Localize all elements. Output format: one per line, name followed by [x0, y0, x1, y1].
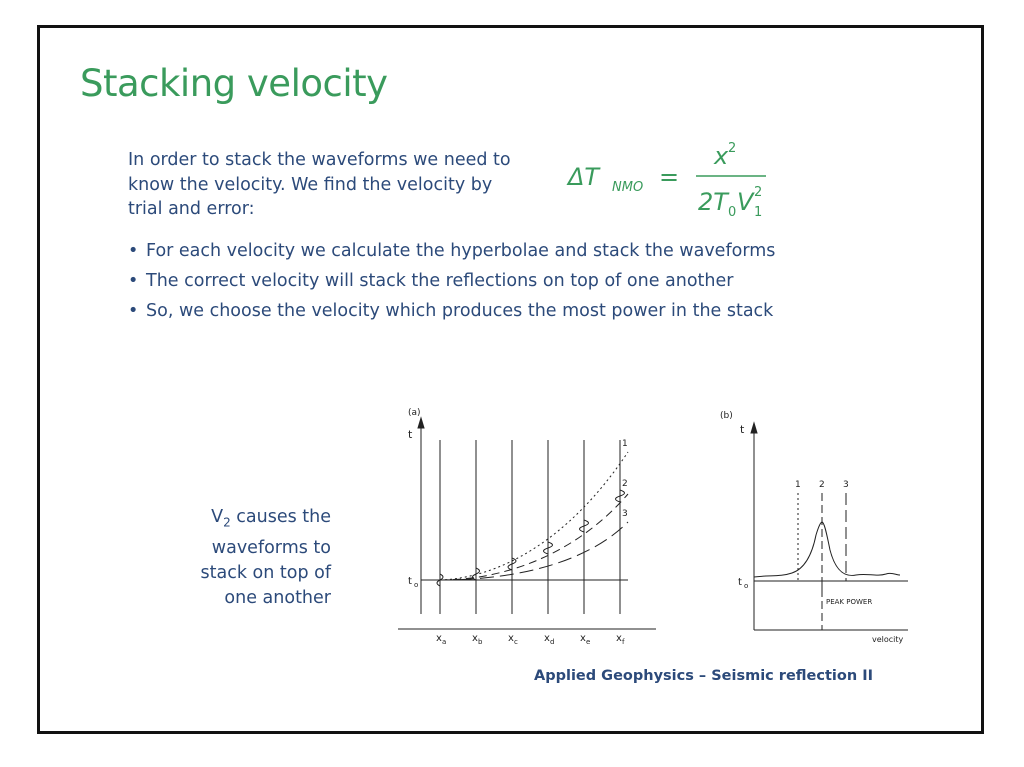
trace-label-c-sub: c [514, 638, 518, 646]
fig-b-t0-sub: o [744, 582, 749, 590]
bullet-item [128, 296, 775, 326]
slide-title: Stacking velocity [80, 62, 388, 105]
fig-b-panel-label: (b) [720, 411, 733, 421]
nmo-formula [568, 130, 768, 220]
formula-den-b-sup: 2 [754, 185, 763, 200]
caption-v-sub: 2 [223, 515, 231, 530]
trace-label-c: x [508, 633, 514, 644]
fig-a-t-label: t [408, 428, 413, 441]
peak-power-label: PEAK POWER [826, 598, 873, 606]
bullet-text: The correct velocity will stack the reflections on top of one another [146, 271, 734, 291]
velocity-label-1: 1 [795, 480, 801, 490]
bullet-glyph: • [128, 301, 139, 321]
fig-b-t0-label: t [738, 577, 742, 588]
trace-label-b: x [472, 633, 478, 644]
trace-label-f-sub: f [622, 638, 625, 646]
bullet-item [128, 236, 775, 266]
formula-den-a: 2T [698, 188, 728, 216]
curve-label-3: 3 [622, 509, 628, 519]
trace-label-a-sub: a [442, 638, 447, 646]
trace-label-a: x [436, 633, 442, 644]
formula-den-b-sub: 1 [754, 205, 763, 220]
hyperbola-1 [440, 452, 628, 580]
caption-line-1 [170, 505, 331, 536]
trace-label-b-sub: b [478, 638, 483, 646]
bullet-glyph: • [128, 241, 139, 261]
hyperbola-2 [440, 494, 628, 580]
formula-equals: = [659, 163, 680, 191]
caption-v: V [211, 507, 224, 527]
caption-line-2: waveforms to [211, 537, 331, 558]
fig-b-t-arrow [751, 423, 757, 433]
caption-line-3: stack on top of [200, 562, 331, 583]
intro-text: In order to stack the waveforms we need to know the velocity. We find the velocity by trial and error: [128, 150, 511, 219]
bullet-list [128, 236, 775, 326]
fig-a-t0-sub: o [414, 581, 419, 589]
fig-b-t-label: t [740, 423, 745, 436]
trace-label-d: x [544, 633, 550, 644]
fig-a-t-arrow [418, 418, 424, 428]
caption-line-1-text: causes the [230, 507, 331, 527]
trace-label-d-sub: d [550, 638, 555, 646]
figure-b-power-velocity [680, 385, 910, 644]
bullet-glyph: • [128, 271, 139, 291]
trace-label-e: x [580, 633, 586, 644]
curve-label-2: 2 [622, 479, 628, 489]
bullet-item [128, 266, 775, 296]
slide-frame [37, 25, 984, 734]
hyperbola-3 [440, 522, 628, 580]
trace-label-f: x [616, 633, 622, 644]
fig-b-velocity-label: velocity [872, 635, 904, 644]
power-curve [754, 522, 900, 577]
figure-caption [170, 505, 331, 611]
fig-a-t0-label: t [408, 576, 412, 587]
velocity-label-3: 3 [843, 480, 849, 490]
bullet-text: So, we choose the velocity which produces the most power in the stack [146, 301, 774, 321]
formula-lhs-sub: NMO [612, 180, 644, 195]
formula-num-sup: 2 [728, 141, 737, 156]
caption-line-4: one another [224, 587, 331, 608]
figure-a-hyperbolae [358, 382, 628, 646]
formula-num-base: x [714, 142, 729, 170]
bullet-text: For each velocity we calculate the hyperbolae and stack the waveforms [146, 241, 776, 261]
curve-label-1: 1 [622, 439, 628, 449]
fig-a-panel-label: (a) [408, 408, 421, 418]
formula-den-b: V [737, 188, 754, 216]
velocity-label-2: 2 [819, 480, 825, 490]
formula-den-a-sub: 0 [728, 205, 737, 220]
slide-footer: Applied Geophysics – Seismic reflection II [534, 668, 873, 684]
formula-lhs: ΔT [568, 163, 600, 191]
trace-label-e-sub: e [586, 638, 591, 646]
